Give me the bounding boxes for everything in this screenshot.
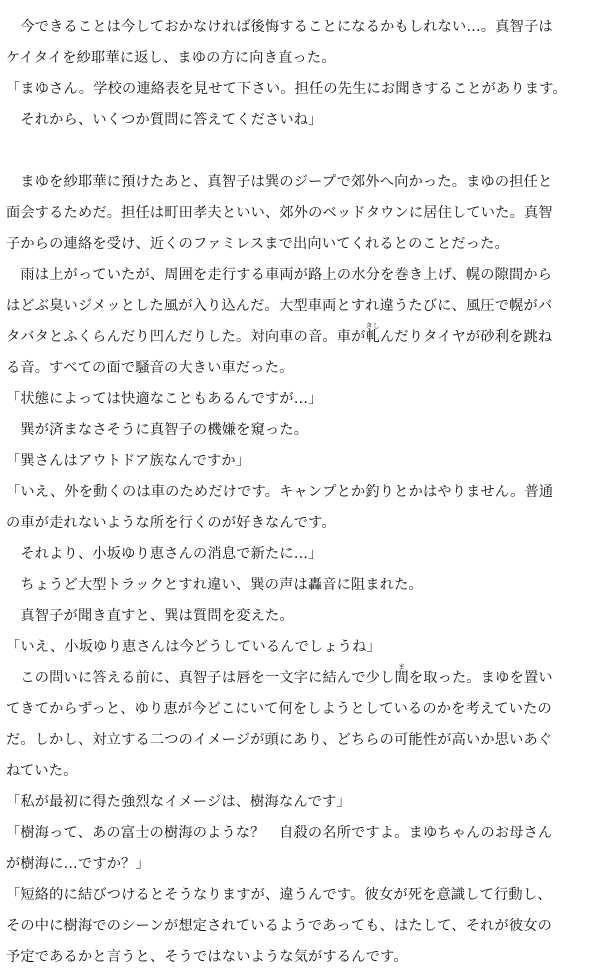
text-line-08: 雨は上がっていたが、周囲を走行する車両が路上の水分を巻き上げ、幌の隙間から bbox=[6, 267, 553, 283]
text-line-17: それより、小坂ゆり恵さんの消息で新たに…」 bbox=[6, 546, 323, 562]
text-line-26: 「樹海って、あの富士の樹海のような？ 自殺の名所ですよ。まゆちゃんのお母さん bbox=[6, 825, 553, 841]
ruby-kishi-base: 軋 bbox=[365, 329, 380, 345]
text-line-25: 「私が最初に得た強烈なイメージは、樹海なんです」 bbox=[6, 794, 351, 810]
text-line-19: 真智子が聞き直すと、巽は質問を変えた。 bbox=[6, 608, 294, 624]
text-line-21-ruby bbox=[6, 663, 603, 694]
text-line-21-head: この問いに答える前に、真智子は唇を一文字に結んで少し bbox=[6, 670, 395, 686]
text-line-28: 「短絡的に結びつけるとそうなりますが、違うんです。彼女が死を意識して行動し、 bbox=[6, 887, 552, 903]
text-line-10-head: タバタとふくらんだり凹んだりした。対向車の音。車が bbox=[6, 329, 366, 345]
text-line-16: の車が走れないような所を行くのが好きなんです。 bbox=[6, 515, 336, 531]
text-line-03: 「まゆさん。学校の連絡表を見せて下さい。担任の先生にお聞きすることがあります。 bbox=[6, 81, 567, 97]
ruby-ma bbox=[394, 663, 409, 686]
text-line-30: 予定であるかと言うと、そうではないような気がするんです。 bbox=[6, 949, 408, 965]
text-line-07: 子からの連絡を受け、近くのファミレスまで出向いてくれるとのことだった。 bbox=[6, 236, 509, 252]
text-line-05: まゆを紗耶華に預けたあと、真智子は巽のジープで郊外へ向かった。まゆの担任と bbox=[6, 174, 553, 190]
text-line-10-tail: んだりタイヤが砂利を跳ね bbox=[379, 329, 553, 345]
text-line-29: その中に樹海でのシーンが想定されているようであっても、はたして、それが彼女の bbox=[6, 918, 553, 934]
ruby-ma-base: 間 bbox=[394, 670, 409, 686]
text-line-27: が樹海に…ですか？」 bbox=[6, 856, 150, 872]
text-line-15: 「いえ、外を動くのは車のためだけです。キャンプとか釣りとかはやりません。普通 bbox=[6, 484, 554, 500]
text-line-14: 「巽さんはアウトドア族なんですか」 bbox=[6, 453, 251, 469]
blank-line bbox=[6, 136, 603, 167]
text-line-06: 面会するためだ。担任は町田孝夫といい、郊外のベッドタウンに居住していた。真智 bbox=[6, 205, 553, 221]
text-line-04: それから、いくつか質問に答えてくださいね」 bbox=[6, 112, 323, 128]
text-line-22: てきてからずっと、ゆり恵が今どこにいて何をしようとしているのかを考えていたの bbox=[6, 701, 552, 717]
text-line-09: はどぶ臭いジメッとした風が入り込んだ。大型車両とすれ違うたびに、風圧で幌がバ bbox=[6, 298, 553, 314]
text-line-21-tail: を取った。まゆを置い bbox=[408, 670, 553, 686]
text-line-02: ケイタイを紗耶華に返し、まゆの方に向き直った。 bbox=[6, 50, 336, 66]
ruby-ma-reading: ま bbox=[394, 663, 409, 671]
text-line-20: 「いえ、小坂ゆり恵さんは今どうしているんでしょうね」 bbox=[6, 639, 381, 655]
novel-page bbox=[6, 12, 603, 973]
text-line-12: 「状態によっては快適なこともあるんですが…」 bbox=[6, 391, 323, 407]
ruby-kishi bbox=[365, 322, 380, 345]
text-line-24: ねていた。 bbox=[6, 763, 78, 779]
text-line-10-ruby bbox=[6, 322, 603, 353]
text-line-11: る音。すべての面で騒音の大きい車だった。 bbox=[6, 360, 294, 376]
text-line-18: ちょうど大型トラックとすれ違い、巽の声は轟音に阻まれた。 bbox=[6, 577, 423, 593]
text-line-23: だ。しかし、対立する二つのイメージが頭にあり、どちらの可能性が高いか思いあぐ bbox=[6, 732, 553, 748]
text-line-13: 巽が済まなさそうに真智子の機嫌を窺った。 bbox=[6, 422, 309, 438]
ruby-kishi-reading: きし bbox=[365, 322, 380, 330]
text-line-01: 今できることは今しておかなければ後悔することになるかもしれない…。真智子は bbox=[6, 19, 553, 35]
